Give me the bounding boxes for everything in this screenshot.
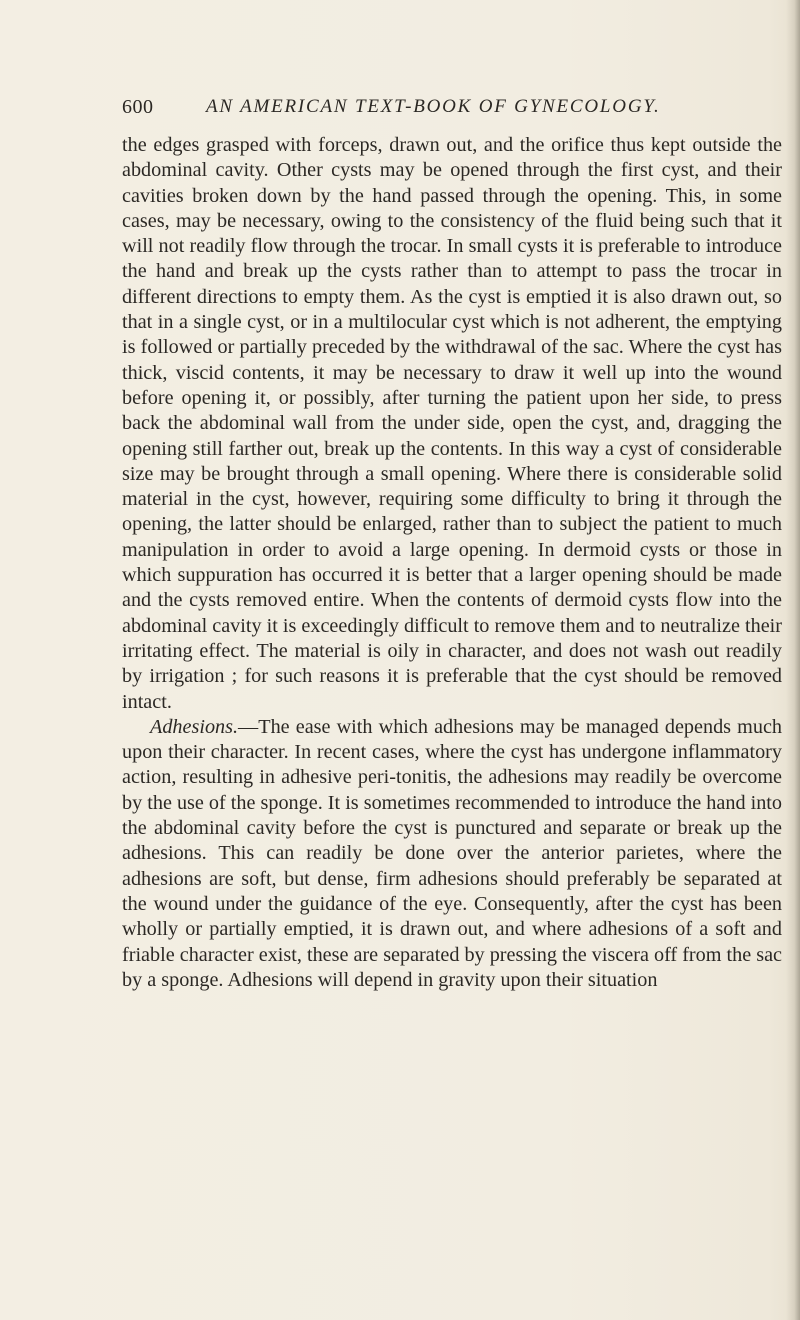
running-title: AN AMERICAN TEXT-BOOK OF GYNECOLOGY.: [206, 96, 661, 117]
page-edge-shadow: [786, 0, 800, 1320]
side-heading-adhesions: Adhesions.: [150, 715, 239, 738]
paragraph-cyst-emptying: the edges grasped with forceps, drawn out, and the orifice thus kept outside the abdominal cavity. Other cysts may be opened through the first cyst, and their cavities broken down by the hand passed through the opening. This, in some cases, may be necessary, owing to the consistency of the fluid being such that it will not readily flow through the trocar. In small cysts it is preferable to introduce the hand and break up the cysts rather than to attempt to pass the trocar in different directions to empty them. As the cyst is emptied it is also drawn out, so that in a single cyst, or in a multilocular cyst which is not adherent, the emptying is followed or partially preceded by the withdrawal of the sac. Where the cyst has thick, viscid contents, it may be necessary to draw it well up into the wound before opening it, or possibly, after turning the patient upon her side, to press back the abdominal wall from the under side, open the cyst, and, dragging the opening still farther out, break up the contents. In this way a cyst of considerable size may be brought through a small opening. Where there is considerable solid material in the cyst, however, requiring some difficulty to bring it through the opening, the latter should be enlarged, rather than to subject the patient to much manipulation in order to avoid a large opening. In dermoid cysts or those in which suppuration has occurred it is better that a larger opening should be made and the cysts removed entire. When the contents of dermoid cysts flow into the abdominal cavity it is exceedingly difficult to remove them and to neutralize their irritating effect. The material is oily in character, and does not wash out readily by irrigation ; for such reasons it is preferable that the cyst should be removed intact.: [122, 134, 782, 713]
page-number: 600: [122, 96, 154, 118]
paragraph-adhesions: [122, 715, 782, 993]
paragraph-adhesions-text: —The ease with which adhesions may be managed depends much upon their character. In recent cases, where the cyst has undergone inflammatory action, resulting in adhesive peri-tonitis, the adhesions may readily be overcome by the use of the sponge. It is sometimes recommended to introduce the hand into the abdominal cavity before the cyst is punctured and separate or break up the adhesions. This can readily be done over the anterior parietes, where the adhesions are soft, but dense, firm adhesions should preferably be separated at the wound under the guidance of the eye. Consequently, after the cyst has been wholly or partially emptied, it is drawn out, and where adhesions of a soft and friable character exist, these are separated by pressing the viscera off from the sac by a sponge. Adhesions will depend in gravity upon their situation: [122, 715, 782, 991]
page-header: [122, 96, 682, 126]
body-text: [122, 133, 782, 993]
